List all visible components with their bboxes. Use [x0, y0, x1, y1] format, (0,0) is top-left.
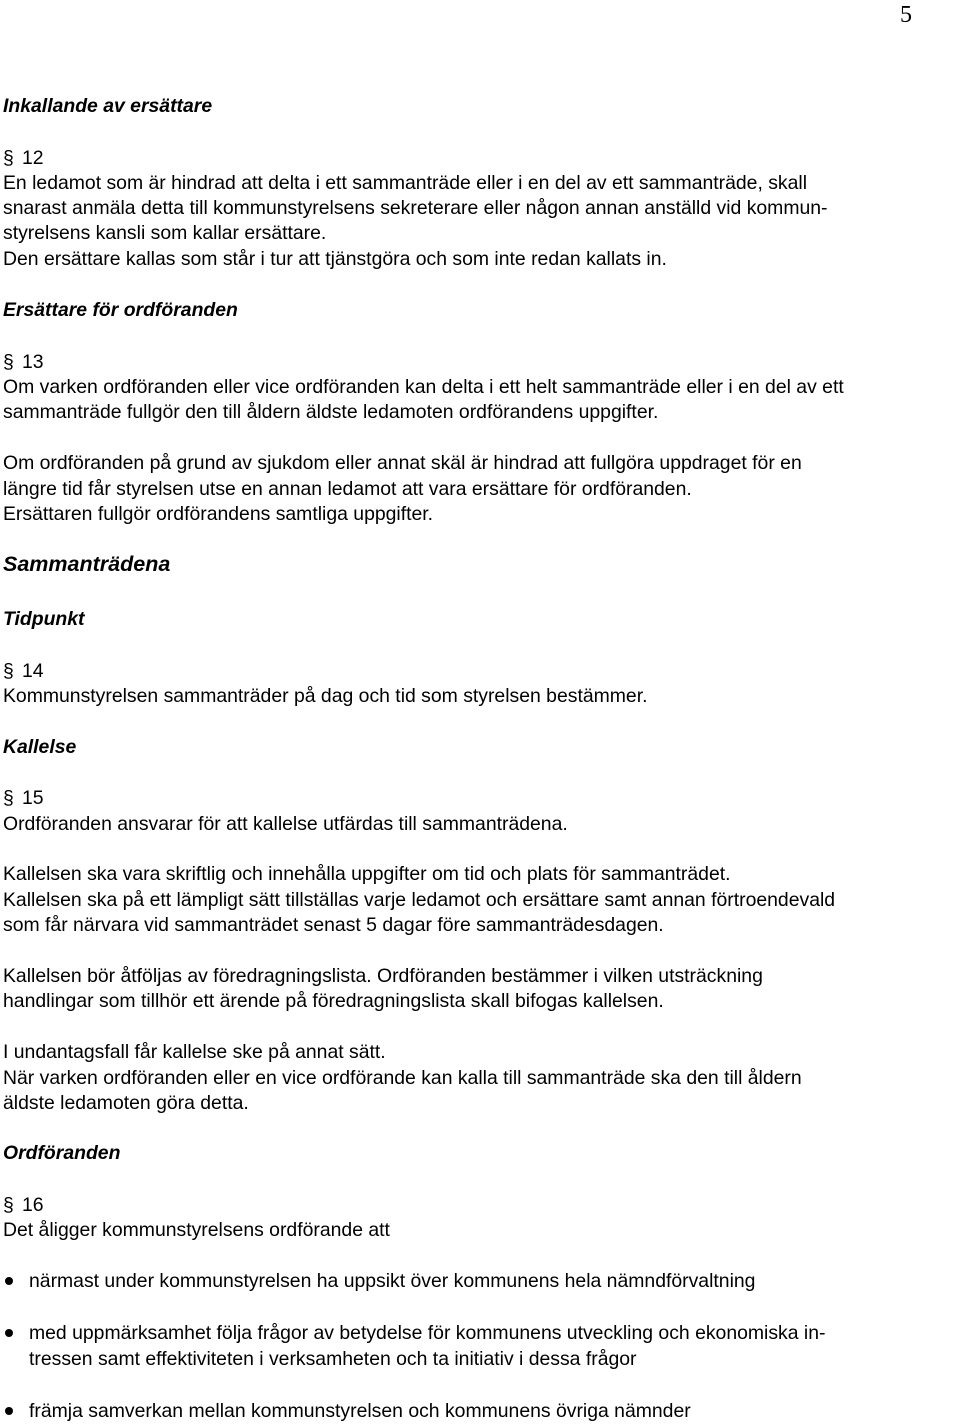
body-line: Kallelsen bör åtföljas av föredragningslista. Ordföranden bestämmer i vilken utsträckning — [3, 965, 763, 987]
list-item-continuation: tressen samt effektiviteten i verksamheten och ta initiativ i dessa frågor — [29, 1348, 637, 1370]
heading-sammantradena: Sammanträdena — [3, 552, 171, 576]
body-line: Den ersättare kallas som står i tur att tjänstgöra och som inte redan kallats in. — [3, 248, 667, 270]
body-line: snarast anmäla detta till kommunstyrelsens sekreterare eller någon annan anställd vid kommun- — [3, 197, 828, 219]
bullet-icon — [5, 1407, 13, 1415]
body-line: längre tid får styrelsen utse en annan ledamot att vara ersättare för ordföranden. — [3, 478, 692, 500]
body-line: som får närvara vid sammanträdet senast 5 dagar före sammanträdesdagen. — [3, 914, 664, 936]
heading-kallelse: Kallelse — [3, 736, 77, 758]
body-line: Kommunstyrelsen sammanträder på dag och tid som styrelsen bestämmer. — [3, 685, 648, 707]
heading-inkallande: Inkallande av ersättare — [3, 95, 213, 117]
list-item: närmast under kommunstyrelsen ha uppsikt över kommunens hela nämndförvaltning — [29, 1270, 756, 1292]
paragraph-sign-icon: § — [3, 787, 14, 809]
body-line: Ersättaren fullgör ordförandens samtliga uppgifter. — [3, 503, 434, 525]
heading-ordforanden: Ordföranden — [3, 1142, 121, 1164]
body-line: Om ordföranden på grund av sjukdom eller annat skäl är hindrad att fullgöra uppdraget för en — [3, 452, 802, 474]
paragraph-number-13: § 13 — [3, 351, 44, 373]
body-line: Kallelsen ska vara skriftlig och innehålla uppgifter om tid och plats för sammanträdet. — [3, 863, 731, 885]
body-line: En ledamot som är hindrad att delta i ett sammanträde eller i en del av ett sammanträde, skall — [3, 172, 808, 194]
body-line: När varken ordföranden eller en vice ordförande kan kalla till sammanträde ska den till åldern — [3, 1067, 802, 1089]
heading-tidpunkt: Tidpunkt — [3, 608, 85, 630]
bullet-icon — [5, 1277, 13, 1285]
body-line: Om varken ordföranden eller vice ordföranden kan delta i ett helt sammanträde eller i en del av ett — [3, 376, 844, 398]
body-line: sammanträde fullgör den till åldern äldste ledamoten ordförandens uppgifter. — [3, 401, 659, 423]
body-line: handlingar som tillhör ett ärende på föredragningslista skall bifogas kallelsen. — [3, 990, 664, 1012]
paragraph-sign-icon: § — [3, 147, 14, 169]
paragraph-number-15: § 15 — [3, 787, 44, 809]
body-line: Kallelsen ska på ett lämpligt sätt tillställas varje ledamot och ersättare samt annan förtroendevald — [3, 889, 836, 911]
paragraph-sign-icon: § — [3, 660, 14, 682]
heading-ersattare-ordforanden: Ersättare för ordföranden — [3, 299, 238, 321]
body-line: Det åligger kommunstyrelsens ordförande att — [3, 1219, 390, 1241]
paragraph-number-16: § 16 — [3, 1194, 44, 1216]
paragraph-sign-icon: § — [3, 351, 14, 373]
body-line: Ordföranden ansvarar för att kallelse utfärdas till sammanträdena. — [3, 813, 568, 835]
body-line: äldste ledamoten göra detta. — [3, 1092, 249, 1114]
list-item: främja samverkan mellan kommunstyrelsen och kommunens övriga nämnder — [29, 1400, 691, 1422]
paragraph-sign-icon: § — [3, 1194, 14, 1216]
body-line: styrelsens kansli som kallar ersättare. — [3, 222, 327, 244]
bullet-icon — [5, 1329, 13, 1337]
list-item: med uppmärksamhet följa frågor av betydelse för kommunens utveckling och ekonomiska in- — [29, 1322, 826, 1344]
paragraph-number-12: § 12 — [3, 147, 44, 169]
body-line: I undantagsfall får kallelse ske på annat sätt. — [3, 1041, 386, 1063]
page-number: 5 — [900, 2, 912, 28]
paragraph-number-14: § 14 — [3, 660, 44, 682]
